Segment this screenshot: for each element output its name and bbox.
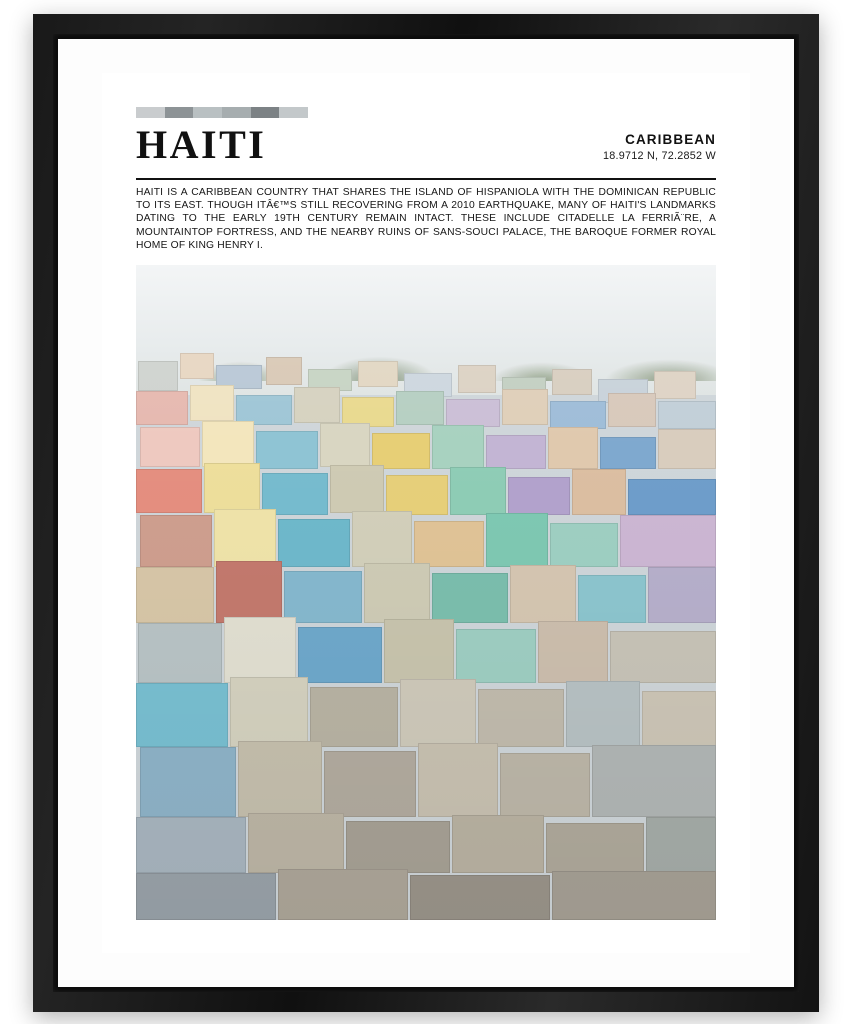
house: [646, 817, 716, 873]
house: [552, 369, 592, 395]
house: [214, 509, 276, 567]
house: [396, 391, 444, 425]
house: [450, 467, 506, 515]
house: [446, 399, 500, 427]
region-label: CARIBBEAN: [625, 132, 716, 147]
house: [224, 617, 296, 683]
house: [502, 389, 548, 425]
house: [136, 873, 276, 920]
house: [478, 689, 564, 747]
house: [284, 571, 362, 623]
swatch-6: [279, 107, 308, 118]
hillside-houses: [136, 265, 716, 920]
swatch-2: [165, 107, 194, 118]
swatch-1: [136, 107, 165, 118]
house: [266, 357, 302, 385]
house: [610, 631, 716, 683]
house: [372, 433, 430, 469]
house: [410, 875, 550, 920]
house: [278, 519, 350, 567]
description-text: HAITI IS A CARIBBEAN COUNTRY THAT SHARES THE ISLAND OF HISPANIOLA WITH THE DOMINICAN REPUBLIC TO ITS EAST. THOUGH ITÂ€™S STILL RECOVERING FROM A 2010 EARTHQUAKE, MANY OF HAITI'S LANDMARKS DATING TO THE EARLY 19TH CENTURY REMAIN INTACT. THESE INCLUDE CITADELLE LA FERRIÃ¨RE, A MOUNTAINTOP FORTRESS, AND THE NEARBY RUINS OF SANS-SOUCI PALACE, THE BAROQUE FORMER ROYAL HOME OF KING HENRY I.: [136, 187, 716, 251]
house: [298, 627, 382, 683]
house: [294, 387, 340, 423]
house: [400, 679, 476, 747]
house: [508, 477, 570, 515]
coordinates-label: 18.9712 N, 72.2852 W: [602, 150, 716, 162]
house: [546, 823, 644, 873]
house: [548, 427, 598, 469]
house: [202, 421, 254, 467]
house: [386, 475, 448, 515]
house: [452, 815, 544, 873]
house: [486, 513, 548, 567]
house: [140, 515, 212, 567]
house: [140, 427, 200, 467]
color-swatch-bar: [136, 107, 308, 118]
house: [620, 515, 716, 567]
house: [566, 681, 640, 747]
house: [642, 691, 716, 747]
house: [458, 365, 496, 393]
house: [136, 817, 246, 873]
house: [510, 565, 576, 623]
house: [138, 623, 222, 683]
house: [364, 563, 430, 623]
house: [592, 745, 716, 817]
house: [238, 741, 322, 817]
house: [136, 567, 214, 623]
house: [216, 561, 282, 623]
house: [432, 573, 508, 623]
house: [550, 401, 606, 429]
house: [384, 619, 454, 683]
house: [136, 683, 228, 747]
house: [456, 629, 536, 683]
house: [550, 523, 618, 567]
house: [414, 521, 484, 567]
poster-artwork: [102, 73, 750, 953]
house: [330, 465, 384, 513]
house: [358, 361, 398, 387]
house: [538, 621, 608, 683]
swatch-4: [222, 107, 251, 118]
house: [310, 687, 398, 747]
house: [204, 463, 260, 513]
house: [278, 869, 408, 920]
house: [572, 469, 626, 515]
house: [432, 425, 484, 469]
house: [552, 871, 716, 920]
house: [136, 391, 188, 425]
house: [578, 575, 646, 623]
house: [486, 435, 546, 469]
house: [654, 371, 696, 399]
house: [190, 385, 234, 421]
house: [138, 361, 178, 391]
poster-header: [136, 122, 716, 167]
house: [248, 813, 344, 873]
house: [320, 423, 370, 467]
house: [352, 511, 412, 567]
house: [346, 821, 450, 873]
house: [324, 751, 416, 817]
divider-rule: [136, 178, 716, 180]
house: [180, 353, 214, 379]
house: [500, 753, 590, 817]
house: [658, 401, 716, 429]
house: [648, 567, 716, 623]
poster-photo: [136, 265, 716, 920]
house: [230, 677, 308, 747]
house: [136, 469, 202, 513]
house: [658, 429, 716, 469]
house: [256, 431, 318, 469]
house: [600, 437, 656, 469]
picture-frame: [33, 14, 819, 1012]
house: [628, 479, 716, 515]
house: [140, 747, 236, 817]
location-meta: [603, 132, 716, 165]
house: [608, 393, 656, 427]
house: [418, 743, 498, 817]
swatch-3: [193, 107, 222, 118]
swatch-5: [251, 107, 280, 118]
page-title: HAITI: [136, 122, 267, 167]
